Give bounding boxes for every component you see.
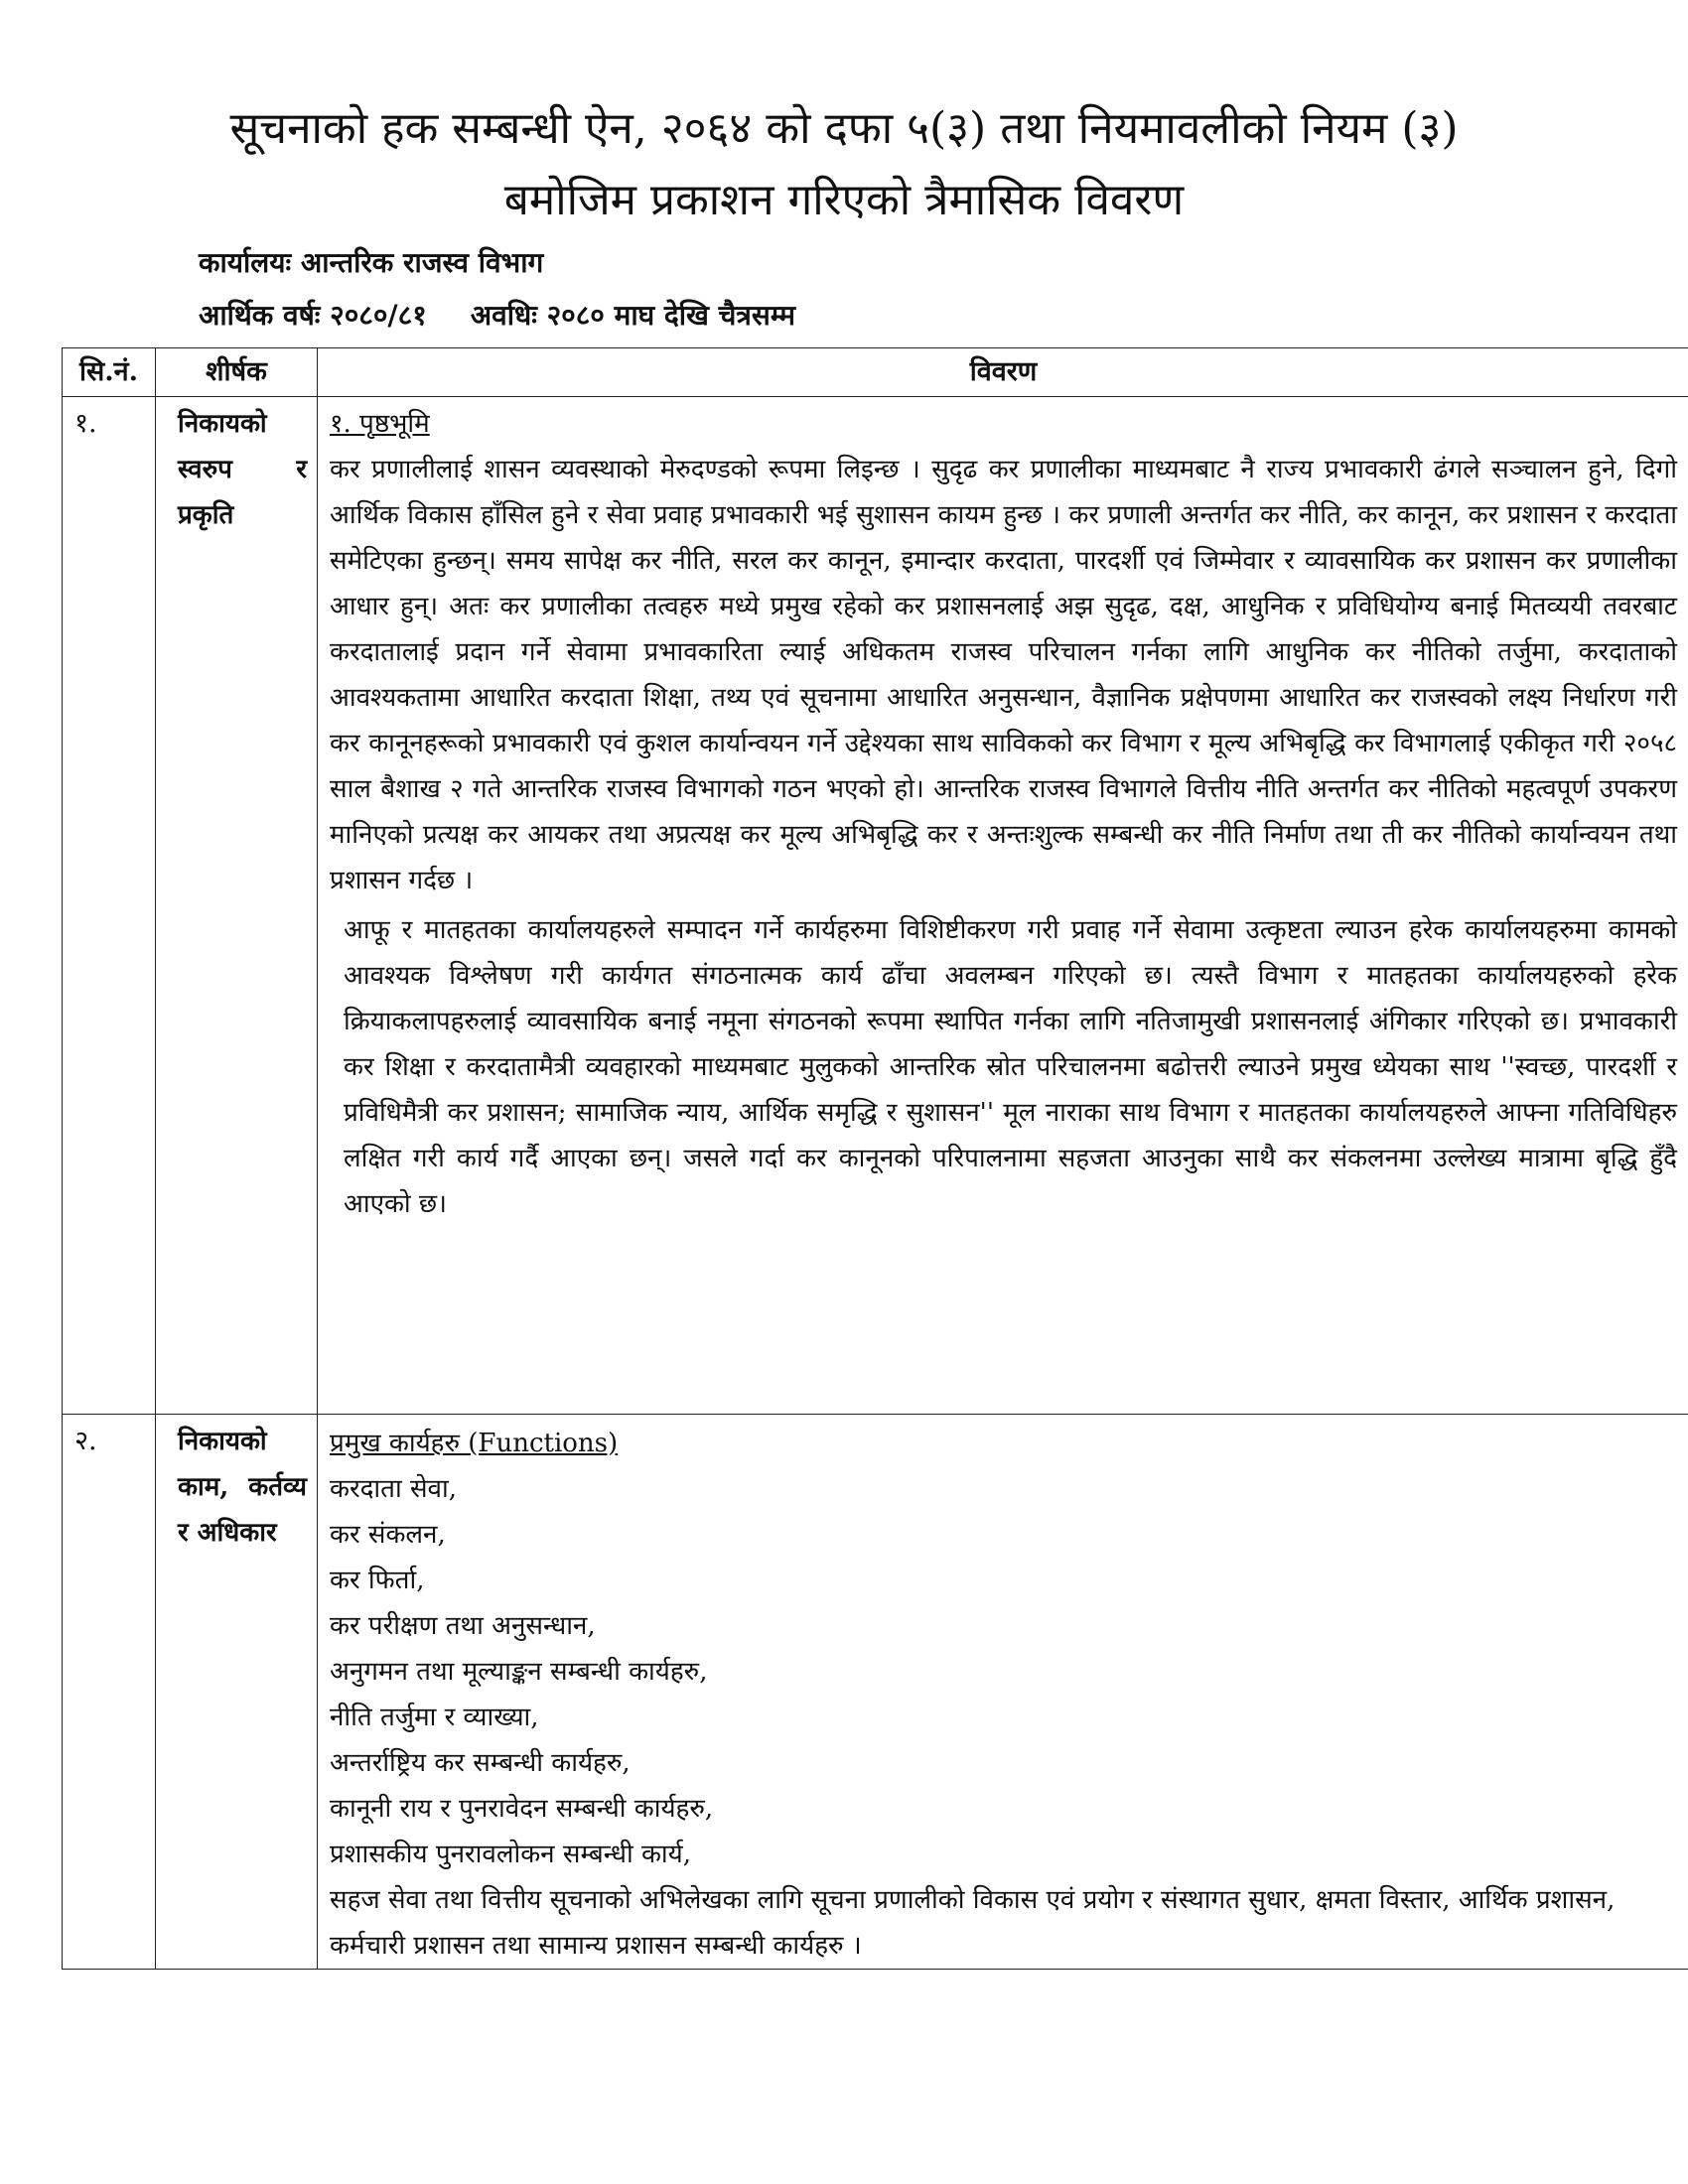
reporting-period: अवधिः २०८० माघ देखि चैत्रसम्म [470,299,795,332]
row-2-details [318,1415,1688,1970]
table-row [63,397,1688,1415]
document-title-line-2: बमोजिम प्रकाशन गरिएको त्रैमासिक विवरण [503,175,1185,225]
list-item: करदाता सेवा, [330,1474,457,1504]
list-item: कर संकलन, [330,1520,446,1550]
background-paragraph-2: आफू र मातहतका कार्यालयहरुले सम्पादन गर्ने कार्यहरुमा विशिष्टीकरण गरी प्रवाह गर्ने सेवामा उत्कृष्टता ल्याउन हरेक कार्यालयहरुमा कामको आवश्यक विश्लेषण गरी कार्यगत संगठनात्मक कार्य ढाँचा अवलम्बन गरिएको छ। त्यस्तै विभाग र मातहतका कार्यालयहरुको हरेक क्रियाकलापहरुलाई व्यावसायिक बनाई नमूना संगठनको रूपमा स्थापित गर्नका लागि नतिजामुखी प्रशासनलाई अंगिकार गरिएको छ। प्रभावकारी कर शिक्षा र करदातामैत्री व्यवहारको माध्यमबाट मुलुकको आन्तरिक स्रोत परिचालनमा बढोत्तरी ल्याउने प्रमुख ध्येयका साथ ''स्वच्छ, पारदर्शी र प्रविधिमैत्री कर प्रशासन; सामाजिक न्याय, आर्थिक समृद्धि र सुशासन'' मूल नाराका साथ विभाग र मातहतका कार्यालयहरुले आफ्ना गतिविधिहरु लक्षित गरी कार्य गर्दै आएका छन्। जसले गर्दा कर कानूनको परिपालनामा सहजता आउनुका साथै कर संकलनमा उल्लेख्य मात्रामा बृद्धि हुँदै आएको छ। [344,915,1677,1219]
background-subheading: १. पृष्ठभूमि [330,409,430,439]
list-item: सहज सेवा तथा वित्तीय सूचनाको अभिलेखका लागि सूचना प्रणालीको विकास एवं प्रयोग र संस्थागत सुधार, क्षमता विस्तार, आर्थिक प्रशासन, कर्मचारी प्रशासन तथा सामान्य प्रशासन सम्बन्धी कार्यहरु । [330,1885,1616,1961]
row-1-details [318,397,1688,1415]
list-item: कानूनी राय र पुनरावेदन सम्बन्धी कार्यहरु, [330,1794,714,1824]
functions-subheading: प्रमुख कार्यहरु (Functions) [330,1429,619,1458]
list-item: कर फिर्ता, [330,1566,425,1595]
row-2-sn: २. [63,1415,156,1970]
office-name: कार्यालयः आन्तरिक राजस्व विभाग [199,246,544,279]
row-1-sn: १. [63,397,156,1415]
row-2-heading: निकायको काम, कर्तव्य र अधिकार [156,1415,318,1970]
list-item: कर परीक्षण तथा अनुसन्धान, [330,1611,596,1641]
header-sn: सि.नं. [63,348,156,397]
fiscal-period-line [199,296,795,336]
list-item: प्रशासकीय पुनरावलोकन सम्बन्धी कार्य, [330,1840,691,1869]
list-item: अनुगमन तथा मूल्याङ्कन सम्बन्धी कार्यहरु, [330,1657,708,1687]
table-row [63,1415,1688,1970]
row-1-heading: निकायको स्वरुप र प्रकृति [156,397,318,1415]
functions-list [330,1466,1677,1969]
header-details: विवरण [318,348,1688,397]
document-title-line-1: सूचनाको हक सम्बन्धी ऐन, २०६४ को दफा ५(३) तथा नियमावलीको नियम (३) [229,103,1459,154]
header-heading: शीर्षक [156,348,318,397]
list-item: नीति तर्जुमा र व्याख्या, [330,1703,539,1732]
info-table [62,347,1688,1970]
table-header-row [63,348,1688,397]
background-paragraph-1: कर प्रणालीलाई शासन व्यवस्थाको मेरुदण्डको रूपमा लिइन्छ । सुदृढ कर प्रणालीका माध्यमबाट नै राज्य प्रभावकारी ढंगले सञ्चालन हुने, दिगो आर्थिक विकास हाँसिल हुने र सेवा प्रवाह प्रभावकारी भई सुशासन कायम हुन्छ । कर प्रणाली अन्तर्गत कर नीति, कर कानून, कर प्रशासन र करदाता समेटिएका हुन्छन्। समय सापेक्ष कर नीति, सरल कर कानून, इमान्दार करदाता, पारदर्शी एवं जिम्मेवार र व्यावसायिक कर प्रशासन कर प्रणालीका आधार हुन्। अतः कर प्रणालीका तत्वहरु मध्ये प्रमुख रहेको कर प्रशासनलाई अझ सुदृढ, दक्ष, आधुनिक र प्रविधियोग्य बनाई मितव्ययी तवरबाट करदातालाई प्रदान गर्ने सेवामा प्रभावकारिता ल्याई अधिकतम राजस्व परिचालन गर्नका लागि आधुनिक कर नीतिको तर्जुमा, करदाताको आवश्यकतामा आधारित करदाता शिक्षा, तथ्य एवं सूचनामा आधारित अनुसन्धान, वैज्ञानिक प्रक्षेपणमा आधारित कर राजस्वको लक्ष्य निर्धारण गरी कर कानूनहरूको प्रभावकारी एवं कुशल कार्यान्वयन गर्ने उद्देश्यका साथ साविकको कर विभाग र मूल्य अभिबृद्धि कर विभागलाई एकीकृत गरी २०५८ साल बैशाख २ गते आन्तरिक राजस्व विभागको गठन भएको हो। आन्तरिक राजस्व विभागले वित्तीय नीति अन्तर्गत कर नीतिको महत्वपूर्ण उपकरण मानिएको प्रत्यक्ष कर आयकर तथा अप्रत्यक्ष कर मूल्य अभिबृद्धि कर र अन्तःशुल्क सम्बन्धी कर नीति निर्माण तथा ती कर नीतिको कार्यान्वयन तथा प्रशासन गर्दछ । [330,455,1677,895]
list-item: अन्तर्राष्ट्रिय कर सम्बन्धी कार्यहरु, [330,1748,631,1778]
fiscal-year: आर्थिक वर्षः २०८०/८१ [199,299,427,332]
